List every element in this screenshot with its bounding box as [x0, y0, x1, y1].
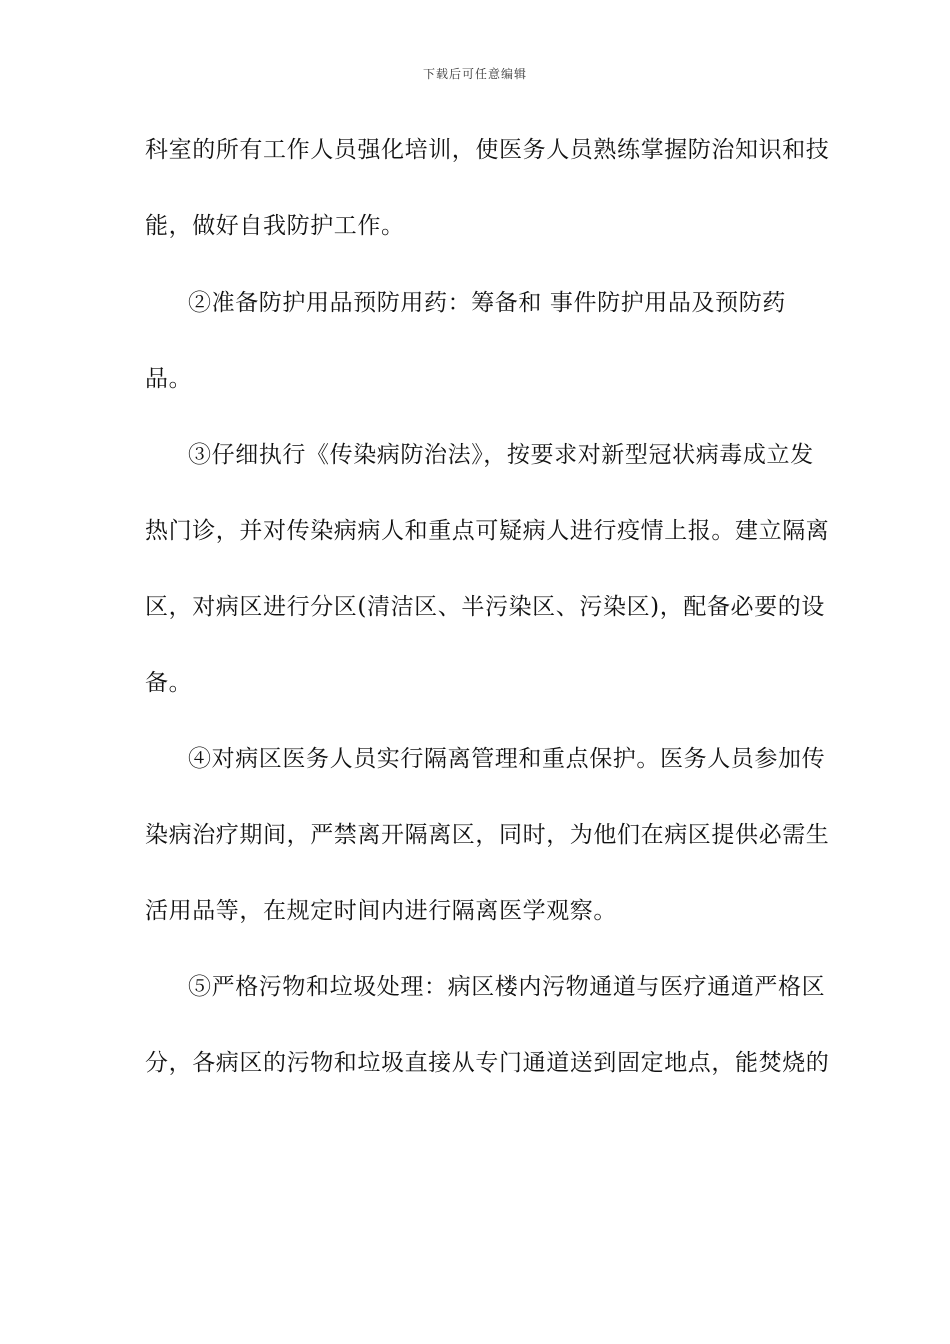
body-line: ③仔细执行《传染病防治法》，按要求对新型冠状病毒成立发 — [188, 442, 814, 468]
body-line: 能，做好自我防护工作。 — [145, 213, 405, 239]
body-line: 热门诊，并对传染病病人和重点可疑病人进行疫情上报。建立隔离 — [145, 518, 830, 544]
body-line: 活用品等，在规定时间内进行隔离医学观察。 — [145, 898, 617, 924]
body-line: ⑤严格污物和垃圾处理：病区楼内污物通道与医疗通道严格区 — [188, 974, 826, 1000]
body-line: 区，对病区进行分区(清洁区、半污染区、污染区)，配备必要的设 — [145, 594, 825, 620]
body-line: 分，各病区的污物和垃圾直接从专门通道送到固定地点，能焚烧的 — [145, 1050, 830, 1076]
body-line: ④对病区医务人员实行隔离管理和重点保护。医务人员参加传 — [188, 746, 826, 772]
body-line: ②准备防护用品预防用药：筹备和 事件防护用品及预防药 — [188, 290, 786, 316]
body-line: 备。 — [145, 670, 193, 696]
page-header: 下载后可任意编辑 — [422, 67, 527, 81]
body-line: 染病治疗期间，严禁离开隔离区，同时，为他们在病区提供必需生 — [145, 822, 830, 848]
body-line: 品。 — [145, 366, 193, 392]
body-line: 科室的所有工作人员强化培训，使医务人员熟练掌握防治知识和技 — [145, 137, 830, 163]
